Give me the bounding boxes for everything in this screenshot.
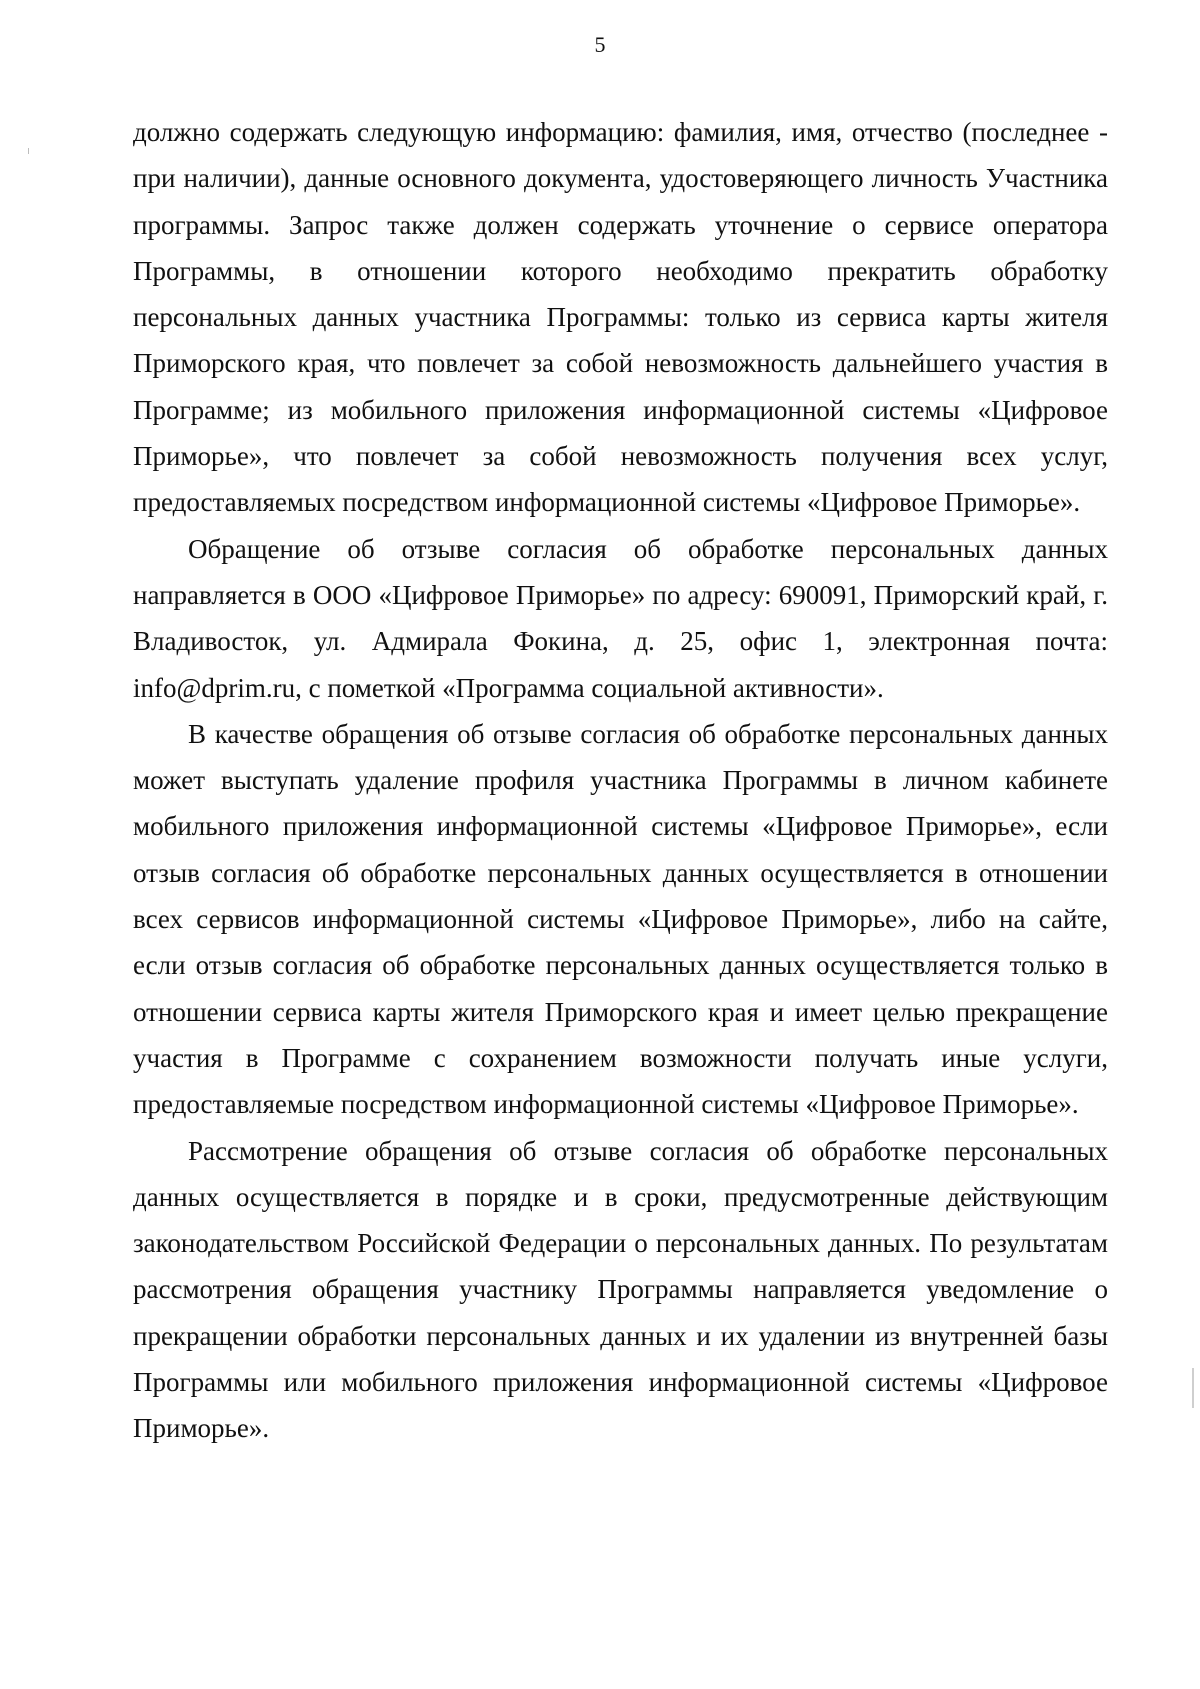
paragraph-continuation: должно содержать следующую информацию: фамилия, имя, отчество (последнее - при наличии), данные основного документа, удостоверяющего личность Участника программы. Запрос также должен содержать уточнение о сервисе оператора Программы, в отношении которого необходимо прекратить обработку персональных данных участника Программы: только из сервиса карты жителя Приморского края, что повлечет за собой невозможность дальнейшего участия в Программе; из мобильного приложения информационной системы «Цифровое Приморье», что повлечет за собой невозможность получения всех услуг, предоставляемых посредством информационной системы «Цифровое Приморье». (133, 117, 1108, 518)
paragraph-withdrawal-address: Обращение об отзыве согласия об обработке персональных данных направляется в ООО «Цифровое Приморье» по адресу: 690091, Приморский край, г. Владивосток, ул. Адмирала Фокина, д. 25, офис 1, электронная почта: info@dprim.ru, с пометкой «Программа социальной активности». (133, 533, 1108, 703)
page-number: 5 (594, 32, 606, 57)
paragraph-profile-deletion: В качестве обращения об отзыве согласия об обработке персональных данных может выступать удаление профиля участника Программы в личном кабинете мобильного приложения информационной системы «Цифровое Приморье», если отзыв согласия об обработке персональных данных осуществляется в отношении всех сервисов информационной системы «Цифровое Приморье», либо на сайте, если отзыв согласия об обработке персональных данных осуществляется только в отношении сервиса карты жителя Приморского края и имеет целью прекращение участия в Программе с сохранением возможности получать иные услуги, предоставляемые посредством информационной системы «Цифровое Приморье». (133, 718, 1108, 1120)
document-body (133, 109, 1108, 1452)
scan-edge-mark (1192, 1368, 1194, 1408)
paragraph-review-procedure: Рассмотрение обращения об отзыве согласия об обработке персональных данных осуществляется в порядке и в сроки, предусмотренные действующим законодательством Российской Федерации о персональных данных. По результатам рассмотрения обращения участнику Программы направляется уведомление о прекращении обработки персональных данных и их удалении из внутренней базы Программы или мобильного приложения информационной системы «Цифровое Приморье». (133, 1135, 1108, 1444)
scan-margin-mark (28, 148, 29, 154)
